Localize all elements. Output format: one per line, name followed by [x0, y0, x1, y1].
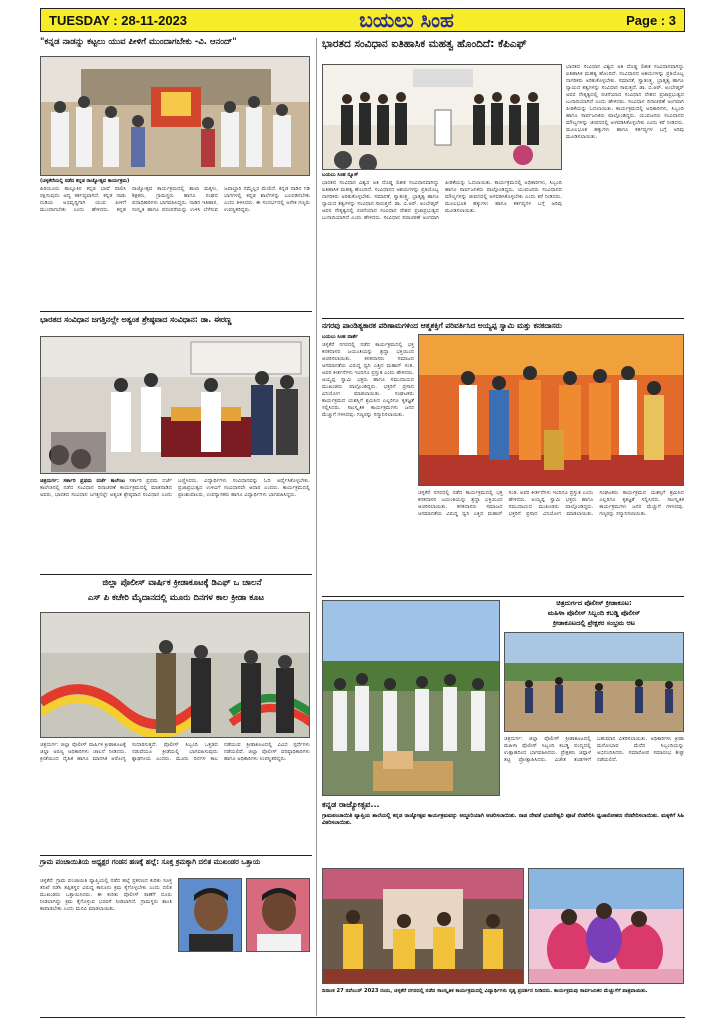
divider [40, 574, 312, 575]
column-divider [316, 38, 317, 1016]
body-constitution-kpf-side: ಭಾರತದ ಸಂವಿಧಾನ ವಿಶ್ವದ ಅತಿ ದೊಡ್ಡ ಲಿಖಿತ ಸಂವಿಧಾನವಾಗಿದ್ದು ಐತಿಹಾಸಿಕ ಮಹತ್ವ ಹೊಂದಿದೆ. ಸಂವಿಧಾನದ ಆಶಯಗಳನ್ನು ಪ್ರತಿಯೊಬ್ಬ ನಾಗರಿಕರು ಅರಿತುಕೊಳ್ಳಬೇಕು. ಸಮಾನತೆ, ಸ್ವಾತಂತ್ರ್ಯ, ಭ್ರಾತೃತ್ವ ಹಾಗೂ ನ್ಯಾಯದ ತತ್ವಗಳನ್ನು ಸಂವಿಧಾನ ಸಾರುತ್ತದೆ. ಡಾ. ಬಿ.ಆರ್. ಅಂಬೇಡ್ಕರ್ ಅವರ ನೇತೃತ್ವದಲ್ಲಿ ರಚನೆಯಾದ ಸಂವಿಧಾನ ದೇಶದ ಪ್ರಜಾಪ್ರಭುತ್ವದ ಬುನಾದಿಯಾಗಿದೆ ಎಂದು ಹೇಳಿದರು. ಸಂವಿಧಾನ ದಿನಾಚರಣೆ ಅಂಗವಾಗಿ ಪೀಠಿಕೆಯನ್ನು ಓದಲಾಯಿತು. ಕಾರ್ಯಕ್ರಮದಲ್ಲಿ ಅಧಿಕಾರಿಗಳು, ಸಿಬ್ಬಂದಿ ಹಾಗೂ ಸಾರ್ವಜನಿಕರು ಪಾಲ್ಗೊಂಡಿದ್ದರು. ಯುವಜನರು ಸಂವಿಧಾನದ ಮೌಲ್ಯಗಳನ್ನು ಜೀವನದಲ್ಲಿ ಅಳವಡಿಸಿಕೊಳ್ಳಬೇಕು ಎಂದು ಕರೆ ನೀಡಿದರು. ಮೂಲಭೂತ ಹಕ್ಕುಗಳು ಹಾಗೂ ಕರ್ತವ್ಯಗಳ ಬಗ್ಗೆ ಅರಿವು ಮೂಡಿಸಲಾಯಿತು. [566, 64, 684, 141]
caption-constitution-best: ಚಿತ್ರದುರ್ಗ: ಸರ್ಕಾರಿ ಪ್ರಥಮ ದರ್ಜೆ ಕಾಲೇಜು [40, 478, 126, 484]
caption-bottom: ದಿನಾಂಕ 27 ನವೆಂಬರ್ 2023 ರಂದು, ಚಳ್ಳಕೆರೆ ನಗರದಲ್ಲಿ ನಡೆದ ಸಾಂಸ್ಕೃತಿಕ ಕಾರ್ಯಕ್ರಮದಲ್ಲಿ ವಿದ್ಯಾರ್ಥಿಗಳು ನೃತ್ಯ ಪ್ರದರ್ಶನ ನೀಡಿದರು. ಕಾರ್ಯಕ್ರಮವು ಸಾರ್ವಜನಿಕರ ಮೆಚ್ಚುಗೆಗೆ ಪಾತ್ರವಾಯಿತು. [322, 988, 648, 994]
headline-kannada-nadu: "ಕನ್ನಡ ನಾಡನ್ನು ಕಟ್ಟಲು ಯುವ ಪೀಳಿಗೆ ಮುಂದಾಗಬೇಕು -ವಿ. ಆನಂದ್" [40, 37, 237, 47]
photo-cultural-dance-1 [322, 868, 524, 984]
photo-police-sports-meet [40, 612, 310, 738]
caption-constitution-kpf: ಬಯಲು ಸಿಂಹ ನ್ಯೂಸ್ [322, 172, 359, 178]
divider [322, 318, 684, 319]
body-rajyotsava: ಗ್ರಾಮಪಂಚಾಯಿತಿ ವ್ಯಾಪ್ತಿಯ ಶಾಲೆಯಲ್ಲಿ ಕನ್ನಡ ರಾಜ್ಯೋತ್ಸವ ಕಾರ್ಯಕ್ರಮವನ್ನು ಅದ್ದೂರಿಯಾಗಿ ಆಚರಿಸಲಾಯಿತು. ನಾಡ ದೇವತೆ ಭುವನೇಶ್ವರಿ ಪೂಜೆ ನೆರವೇರಿಸಿ ಧ್ವಜಾರೋಹಣ ನೆರವೇರಿಸಲಾಯಿತು. ಮಕ್ಕಳಿಗೆ ಸಿಹಿ ವಿತರಿಸಲಾಯಿತು. [322, 813, 684, 827]
photo-accused-portrait-1-graphic [179, 879, 242, 952]
caption-kannada-nadu: (ಚಳ್ಳಕೆರೆಯಲ್ಲಿ ನಡೆದ ಕನ್ನಡ ರಾಜ್ಯೋತ್ಸವ ಕಾರ್ಯಕ್ರಮ) [40, 178, 130, 184]
divider [322, 596, 684, 597]
headline-police-sports-1: ಜಿಲ್ಲಾ ಪೊಲೀಸ್ ವಾರ್ಷಿಕ ಕ್ರೀಡಾಕೂಟಕ್ಕೆ ಡಿಎಫ್ ಒ ಚಾಲನೆ [102, 578, 262, 588]
body-women-police: ಚಿತ್ರದುರ್ಗ: ಜಿಲ್ಲಾ ಪೊಲೀಸ್ ಕ್ರೀಡಾಕೂಟದಲ್ಲಿ ಮಹಿಳಾ ಪೊಲೀಸ್ ಸಿಬ್ಬಂದಿ ಕಬಡ್ಡಿ ಪಂದ್ಯದಲ್ಲಿ ಉತ್ಸಾಹದಿಂದ ಭಾಗವಹಿಸಿದರು. ಪ್ರೇಕ್ಷಕರು ಚಪ್ಪಾಳೆ ತಟ್ಟಿ ಪ್ರೋತ್ಸಾಹಿಸಿದರು. ವಿಜೇತ ತಂಡಗಳಿಗೆ ಬಹುಮಾನ ವಿತರಿಸಲಾಯಿತು. ಅಧಿಕಾರಿಗಳು ಕ್ರೀಡಾ ಮನೋಭಾವ ಮೆರೆದ ಸಿಬ್ಬಂದಿಯನ್ನು ಅಭಿನಂದಿಸಿದರು. ಸಮಾರೋಪ ಸಮಾರಂಭ ಶೀಘ್ರ ನಡೆಯಲಿದೆ. [504, 736, 684, 764]
divider [40, 311, 312, 312]
headline-rajyotsava: ಕನ್ನಡ ರಾಜ್ಯೋತ್ಸವ... [322, 800, 380, 809]
headline-constitution-best: ಭಾರತದ ಸಂವಿಧಾನ ಜಗತ್ತಿನಲ್ಲೇ ಅತ್ಯಂತ ಶ್ರೇಷ್ಠವಾದ ಸಂವಿಧಾನ: ಡಾ. ಈರಣ್ಣ [40, 315, 232, 324]
body-dalit-case: ಚಳ್ಳಕೆರೆ: ಗ್ರಾಮ ಪಂಚಾಯಿತಿ ವ್ಯಾಪ್ತಿಯಲ್ಲಿ ನಡೆದ ಹಲ್ಲೆ ಪ್ರಕರಣದ ಕುರಿತು ಸೂಕ್ತ ತನಿಖೆ ನಡೆಸಿ ತಪ್ಪಿತಸ್ಥರ ವಿರುದ್ಧ ಕಾನೂನು ಕ್ರಮ ಕೈಗೊಳ್ಳಬೇಕು ಎಂದು ದಲಿತ ಮುಖಂಡರು ಒತ್ತಾಯಿಸಿದರು. ಈ ಕುರಿತು ಪೊಲೀಸ್ ಠಾಣೆಗೆ ದೂರು ನೀಡಲಾಗಿದ್ದು ಕ್ರಮ ಕೈಗೊಳ್ಳುವ ಭರವಸೆ ನೀಡಲಾಗಿದೆ. ಗ್ರಾಮಸ್ಥರು ಶಾಂತಿ ಕಾಪಾಡಬೇಕು ಎಂದು ಮನವಿ ಮಾಡಲಾಯಿತು. [40, 878, 172, 913]
newspaper-title: ಬಯಲು ಸಿಂಹ [359, 8, 454, 32]
photo-women-police-kabaddi [504, 632, 684, 732]
photo-constitution-day-college [40, 336, 310, 474]
photo-kannada-rajyotsava-gathering [40, 56, 310, 176]
photo-kanaka-jayanti-stage-graphic [419, 335, 684, 486]
photo-rajyotsava-flag-hoisting [322, 600, 500, 796]
headline-dalit-case: ಗ್ರಾಮ ಪಂಚಾಯಿತಿಯ ಅಧ್ಯಕ್ಷರ ಗಂಡನ ಹಣಕ್ಕೆ ಹಲ್ಲೆ: ಸೂಕ್ತ ಕ್ರಮಕ್ಕಾಗಿ ದಲಿತ ಮುಖಂಡರ ಒತ್ತಾಯ [40, 858, 261, 866]
masthead [40, 8, 685, 32]
headline-constitution-kpf: ಭಾರತದ ಸಂವಿಧಾನ ಐತಿಹಾಸಿಕ ಮಹತ್ವ ಹೊಂದಿದೆ: ಕೆಪಿಎಫ್ [322, 38, 527, 50]
headline-women-police-3: ಕ್ರೀಡಾಕೂಟದಲ್ಲಿ ಪ್ರೇಕ್ಷಕರ ಸಂಭ್ರಮ ಆಟ [552, 619, 636, 627]
issue-date: TUESDAY : 28-11-2023 [49, 12, 188, 28]
photo-kanaka-jayanti-stage [418, 334, 684, 486]
body-police-sports: ಚಿತ್ರದುರ್ಗ: ಜಿಲ್ಲಾ ಪೊಲೀಸ್ ವಾರ್ಷಿಕ ಕ್ರೀಡಾಕೂಟಕ್ಕೆ ಜಿಲ್ಲಾ ಅರಣ್ಯ ಅಧಿಕಾರಿಗಳು ಚಾಲನೆ ನೀಡಿದರು. ಕ್ರೀಡೆಯಿಂದ ದೈಹಿಕ ಹಾಗೂ ಮಾನಸಿಕ ಆರೋಗ್ಯ ಸುಧಾರಿಸುತ್ತದೆ. ಪೊಲೀಸ್ ಸಿಬ್ಬಂದಿ ಒತ್ತಡದ ನಡುವೆಯೂ ಕ್ರೀಡೆಯಲ್ಲಿ ಭಾಗವಹಿಸುವುದು ಶ್ಲಾಘನೀಯ ಎಂದರು. ಮೂರು ದಿನಗಳ ಕಾಲ ನಡೆಯುವ ಕ್ರೀಡಾಕೂಟದಲ್ಲಿ ವಿವಿಧ ಸ್ಪರ್ಧೆಗಳು ನಡೆಯಲಿವೆ. ಜಿಲ್ಲಾ ಪೊಲೀಸ್ ವರಿಷ್ಠಾಧಿಕಾರಿಗಳು ಹಾಗೂ ಅಧಿಕಾರಿಗಳು ಉಪಸ್ಥಿತರಿದ್ದರು. [40, 742, 310, 763]
divider [40, 855, 312, 856]
body-kanaka-jayanti-left: ಚಳ್ಳಕೆರೆ ನಗರದಲ್ಲಿ ನಡೆದ ಕಾರ್ಯಕ್ರಮದಲ್ಲಿ ಭಕ್ತ ಕನಕದಾಸರ ಜಯಂತಿಯನ್ನು ಶ್ರದ್ಧಾ ಭಕ್ತಿಯಿಂದ ಆಚರಿಸಲಾಯಿತು. ಕನಕದಾಸರು ಸಮಾಜದ ಅಸಮಾನತೆಯ ವಿರುದ್ಧ ಧ್ವನಿ ಎತ್ತಿದ ಮಹಾನ್ ಸಂತ. ಅವರ ಕೀರ್ತನೆಗಳು ಇಂದಿಗೂ ಪ್ರಸ್ತುತ ಎಂದು ಹೇಳಿದರು. ಅಯ್ಯಪ್ಪ ಸ್ವಾಮಿ ಭಕ್ತರು ಹಾಗೂ ಸಮುದಾಯದ ಮುಖಂಡರು ಪಾಲ್ಗೊಂಡಿದ್ದರು. ಭಕ್ತರಿಗೆ ಪ್ರಸಾದ ವಿನಿಯೋಗ ಮಾಡಲಾಯಿತು. ಸಂಘಟಕರು ಕಾರ್ಯಕ್ರಮದ ಯಶಸ್ಸಿಗೆ ಶ್ರಮಿಸಿದ ಎಲ್ಲರಿಗೂ ಕೃತಜ್ಞತೆ ಸಲ್ಲಿಸಿದರು. ಸಾಂಸ್ಕೃತಿಕ ಕಾರ್ಯಕ್ರಮಗಳು ಜನರ ಮೆಚ್ಚುಗೆ ಗಳಿಸಿದವು. ಗಣ್ಯರನ್ನು ಸನ್ಮಾನಿಸಲಾಯಿತು. [322, 342, 414, 419]
page-number: Page : 3 [626, 12, 676, 28]
text-constitution-best: ಸರ್ಕಾರಿ ಪ್ರಥಮ ದರ್ಜೆ ಕಾಲೇಜಿನಲ್ಲಿ ನಡೆದ ಸಂವಿಧಾನ ದಿನಾಚರಣೆ ಕಾರ್ಯಕ್ರಮದಲ್ಲಿ ಮಾತನಾಡಿದ ಅವರು, ಭಾರತದ ಸಂವಿಧಾನ ಜಗತ್ತಿನಲ್ಲೇ ಅತ್ಯಂತ ಶ್ರೇಷ್ಠವಾದ ಸಂವಿಧಾನ ಎಂದು ಬಣ್ಣಿಸಿದರು. ವಿದ್ಯಾರ್ಥಿಗಳು ಸಂವಿಧಾನವನ್ನು ಓದಿ ಅರ್ಥೈಸಿಕೊಳ್ಳಬೇಕು. ಪ್ರಜಾಪ್ರಭುತ್ವದ ಉಳಿವಿಗೆ ಸಂವಿಧಾನವೇ ಆಧಾರ ಎಂದರು. ಕಾರ್ಯಕ್ರಮದಲ್ಲಿ ಪ್ರಾಂಶುಪಾಲರು, ಉಪನ್ಯಾಸಕರು ಹಾಗೂ ವಿದ್ಯಾರ್ಥಿಗಳು ಭಾಗವಹಿಸಿದ್ದರು. [40, 478, 310, 499]
photo-accused-portrait-1 [178, 878, 242, 952]
photo-cultural-dance-1-graphic [323, 869, 524, 984]
photo-accused-portrait-2-graphic [247, 879, 310, 952]
photo-cultural-dance-2 [528, 868, 684, 984]
photo-rajyotsava-flag-hoisting-graphic [323, 601, 500, 796]
photo-kannada-rajyotsava-gathering-graphic [41, 57, 310, 176]
body-constitution-best [40, 478, 310, 568]
page-bottom-rule [40, 1017, 685, 1018]
photo-constitution-day-college-graphic [41, 337, 310, 474]
photo-constitution-day-hall-graphic [323, 65, 562, 170]
photo-accused-portrait-2 [246, 878, 310, 952]
body-kannada-nadu: ಹಿರಿಯೂರು ತಾಲ್ಲೂಕಿನ ಕನ್ನಡ ಭಾಷೆ ಪಾಲಿಸಿ ರಕ್ಷಿಸುವುದು ಆದ್ಯ ಕರ್ತವ್ಯವಾಗಿದೆ. ಕನ್ನಡ ನಾಡು ನುಡಿಯ ಅಭಿವೃದ್ಧಿಗಾಗಿ ಯುವ ಪೀಳಿಗೆ ಮುಂದಾಗಬೇಕು ಎಂದು ಹೇಳಿದರು. ಕನ್ನಡ ರಾಜ್ಯೋತ್ಸವ ಕಾರ್ಯಕ್ರಮದಲ್ಲಿ ಶಾಲಾ ಮಕ್ಕಳು, ಶಿಕ್ಷಕರು, ಗ್ರಾಮಸ್ಥರು ಹಾಗೂ ಸಂಘದ ಪದಾಧಿಕಾರಿಗಳು ಭಾಗವಹಿಸಿದ್ದರು. ನಾಡಿನ ಇತಿಹಾಸ, ಸಂಸ್ಕೃತಿ ಹಾಗೂ ಪರಂಪರೆಯನ್ನು ಉಳಿಸಿ ಬೆಳೆಸುವ ಜವಾಬ್ದಾರಿ ನಮ್ಮೆಲ್ಲರ ಮೇಲಿದೆ. ಕನ್ನಡ ನಾಡಿನ ಗಡಿ ಭಾಗಗಳಲ್ಲಿ ಕನ್ನಡ ಶಾಲೆಗಳನ್ನು ಬಲಪಡಿಸಬೇಕು ಎಂದು ತಿಳಿಸಿದರು. ಈ ಸಂದರ್ಭದಲ್ಲಿ ಅನೇಕ ಗಣ್ಯರು ಉಪಸ್ಥಿತರಿದ್ದರು. [40, 186, 310, 214]
photo-women-police-kabaddi-graphic [505, 633, 684, 732]
body-kanaka-jayanti: ಚಳ್ಳಕೆರೆ ನಗರದಲ್ಲಿ ನಡೆದ ಕಾರ್ಯಕ್ರಮದಲ್ಲಿ ಭಕ್ತ ಕನಕದಾಸರ ಜಯಂತಿಯನ್ನು ಶ್ರದ್ಧಾ ಭಕ್ತಿಯಿಂದ ಆಚರಿಸಲಾಯಿತು. ಕನಕದಾಸರು ಸಮಾಜದ ಅಸಮಾನತೆಯ ವಿರುದ್ಧ ಧ್ವನಿ ಎತ್ತಿದ ಮಹಾನ್ ಸಂತ. ಅವರ ಕೀರ್ತನೆಗಳು ಇಂದಿಗೂ ಪ್ರಸ್ತುತ ಎಂದು ಹೇಳಿದರು. ಅಯ್ಯಪ್ಪ ಸ್ವಾಮಿ ಭಕ್ತರು ಹಾಗೂ ಸಮುದಾಯದ ಮುಖಂಡರು ಪಾಲ್ಗೊಂಡಿದ್ದರು. ಭಕ್ತರಿಗೆ ಪ್ರಸಾದ ವಿನಿಯೋಗ ಮಾಡಲಾಯಿತು. ಸಂಘಟಕರು ಕಾರ್ಯಕ್ರಮದ ಯಶಸ್ಸಿಗೆ ಶ್ರಮಿಸಿದ ಎಲ್ಲರಿಗೂ ಕೃತಜ್ಞತೆ ಸಲ್ಲಿಸಿದರು. ಸಾಂಸ್ಕೃತಿಕ ಕಾರ್ಯಕ್ರಮಗಳು ಜನರ ಮೆಚ್ಚುಗೆ ಗಳಿಸಿದವು. ಗಣ್ಯರನ್ನು ಸನ್ಮಾನಿಸಲಾಯಿತು. [418, 490, 684, 518]
photo-constitution-day-hall [322, 64, 562, 170]
body-constitution-kpf: ಭಾರತದ ಸಂವಿಧಾನ ವಿಶ್ವದ ಅತಿ ದೊಡ್ಡ ಲಿಖಿತ ಸಂವಿಧಾನವಾಗಿದ್ದು ಐತಿಹಾಸಿಕ ಮಹತ್ವ ಹೊಂದಿದೆ. ಸಂವಿಧಾನದ ಆಶಯಗಳನ್ನು ಪ್ರತಿಯೊಬ್ಬ ನಾಗರಿಕರು ಅರಿತುಕೊಳ್ಳಬೇಕು. ಸಮಾನತೆ, ಸ್ವಾತಂತ್ರ್ಯ, ಭ್ರಾತೃತ್ವ ಹಾಗೂ ನ್ಯಾಯದ ತತ್ವಗಳನ್ನು ಸಂವಿಧಾನ ಸಾರುತ್ತದೆ. ಡಾ. ಬಿ.ಆರ್. ಅಂಬೇಡ್ಕರ್ ಅವರ ನೇತೃತ್ವದಲ್ಲಿ ರಚನೆಯಾದ ಸಂವಿಧಾನ ದೇಶದ ಪ್ರಜಾಪ್ರಭುತ್ವದ ಬುನಾದಿಯಾಗಿದೆ ಎಂದು ಹೇಳಿದರು. ಸಂವಿಧಾನ ದಿನಾಚರಣೆ ಅಂಗವಾಗಿ ಪೀಠಿಕೆಯನ್ನು ಓದಲಾಯಿತು. ಕಾರ್ಯಕ್ರಮದಲ್ಲಿ ಅಧಿಕಾರಿಗಳು, ಸಿಬ್ಬಂದಿ ಹಾಗೂ ಸಾರ್ವಜನಿಕರು ಪಾಲ್ಗೊಂಡಿದ್ದರು. ಯುವಜನರು ಸಂವಿಧಾನದ ಮೌಲ್ಯಗಳನ್ನು ಜೀವನದಲ್ಲಿ ಅಳವಡಿಸಿಕೊಳ್ಳಬೇಕು ಎಂದು ಕರೆ ನೀಡಿದರು. ಮೂಲಭೂತ ಹಕ್ಕುಗಳು ಹಾಗೂ ಕರ್ತವ್ಯಗಳ ಬಗ್ಗೆ ಅರಿವು ಮೂಡಿಸಲಾಯಿತು. [322, 180, 562, 222]
headline-police-sports-2: ಎಸ್ ಪಿ ಕಚೇರಿ ಮೈದಾನದಲ್ಲಿ ಮೂರು ದಿನಗಳ ಕಾಲ ಕ್ರೀಡಾ ಕೂಟ [87, 593, 265, 603]
photo-cultural-dance-2-graphic [529, 869, 684, 984]
caption-kanaka-jayanti: ಬಯಲು ಸಿಂಹ ವಾರ್ತೆ [322, 334, 358, 340]
headline-women-police-1: ಚಿತ್ರದುರ್ಗದ ಪೊಲೀಸ್ ಕ್ರೀಡಾಕೂಟ: [556, 599, 632, 607]
photo-police-sports-meet-graphic [41, 613, 310, 738]
headline-kanaka-jayanti: ನಗರವು ಪಾಂಡಿತ್ಯಕಾರಕ ಪರಿಣಾಮಗಳಿಂದ ಆತ್ಮಶಕ್ತಿಗೆ ಪರಿವರ್ತಿಸಿದ ಅಯ್ಯಪ್ಪ ಸ್ವಾಮಿ ಮತ್ತು ಕನಕದಾಸರು [322, 321, 562, 330]
headline-women-police-2: ಮಹಿಳಾ ಪೊಲೀಸ್ ಸಿಬ್ಬಂದಿ ಕಬಡ್ಡಿ ಪೊಲೀಸ್ [547, 609, 641, 617]
